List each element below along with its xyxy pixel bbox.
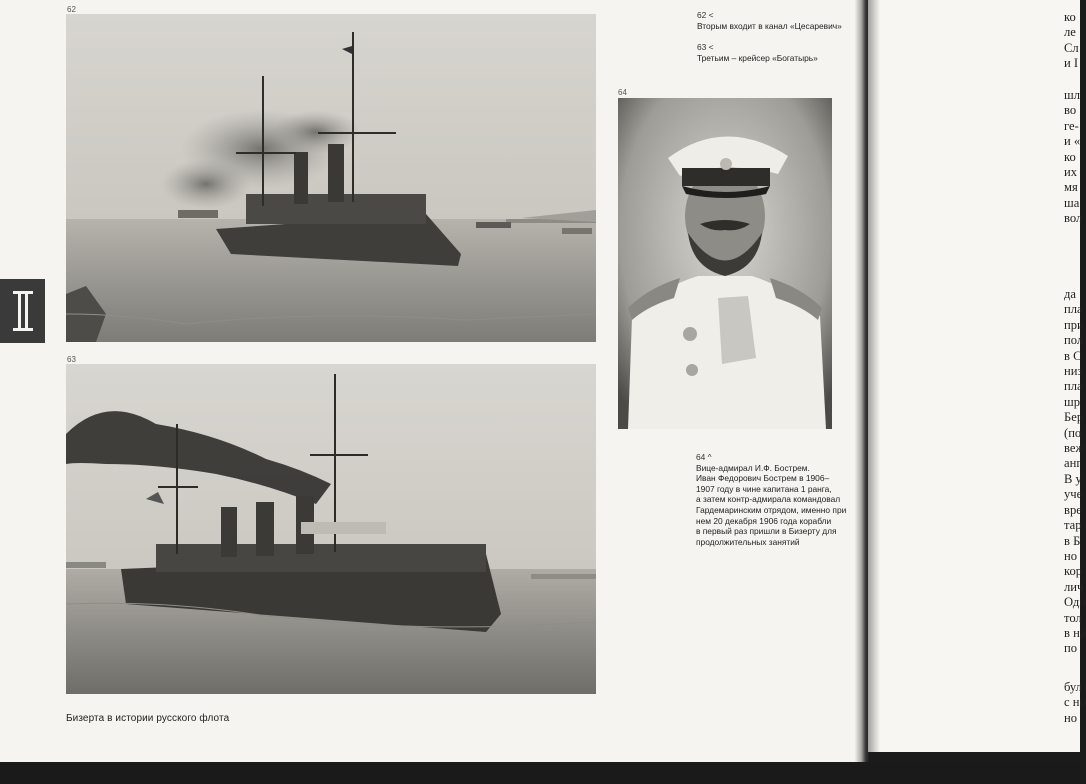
text-fragment: В у	[1064, 471, 1082, 486]
text-fragment: ле	[1064, 25, 1076, 40]
plate-number-62: 62	[67, 5, 76, 14]
caption-64-line: продолжительных занятий	[696, 536, 800, 547]
text-fragment: пол	[1064, 333, 1084, 348]
text-fragment: да	[1064, 287, 1076, 301]
photo-tsesarevich	[66, 14, 596, 342]
text-fragment: во	[1064, 103, 1077, 118]
right-text-group-4	[1064, 680, 1086, 726]
right-text-group-2	[1064, 88, 1082, 227]
caption-64-line: Гардемаринским отрядом, именно при	[696, 504, 847, 515]
caption-64-line: 1907 году в чине капитана 1 ранга,	[696, 483, 832, 494]
text-fragment: при	[1064, 317, 1084, 332]
text-fragment: тар	[1064, 518, 1082, 533]
text-fragment: бул	[1064, 680, 1082, 694]
text-fragment: ге-	[1064, 118, 1079, 133]
scan-bottom-edge	[0, 762, 1080, 784]
text-fragment: вол	[1064, 211, 1083, 226]
text-fragment: но	[1064, 710, 1078, 725]
caption-63-ref: 63 <	[697, 42, 714, 52]
text-fragment: в на	[1064, 625, 1086, 640]
photo-portrait-bostrem	[618, 98, 832, 429]
text-fragment: пла	[1064, 379, 1083, 394]
text-fragment: уче	[1064, 487, 1083, 502]
text-fragment: шл	[1064, 88, 1080, 102]
text-fragment: и I	[1064, 56, 1079, 71]
text-fragment: и «	[1064, 134, 1081, 149]
text-fragment: по	[1064, 641, 1078, 656]
caption-62	[697, 10, 842, 31]
text-fragment: их	[1064, 165, 1078, 180]
running-footer: Бизерта в истории русского флота	[66, 713, 230, 724]
text-fragment: веж	[1064, 441, 1085, 456]
text-fragment: пла	[1064, 302, 1083, 317]
right-page	[868, 0, 1083, 752]
caption-63	[697, 42, 818, 63]
text-fragment: анг	[1064, 456, 1082, 471]
right-text-group-3	[1064, 287, 1086, 657]
text-fragment: (по	[1064, 425, 1082, 440]
caption-62-text: Вторым входит в канал «Цесаревич»	[697, 20, 842, 31]
text-fragment: кор	[1064, 564, 1083, 579]
caption-62-ref: 62 <	[697, 10, 714, 20]
text-fragment: ко	[1064, 10, 1076, 24]
text-fragment: в Б	[1064, 533, 1081, 548]
text-fragment: с но	[1064, 695, 1086, 710]
text-fragment: ша	[1064, 195, 1080, 210]
right-page-shadow	[868, 0, 880, 752]
text-fragment: вре	[1064, 502, 1082, 517]
text-fragment: в С	[1064, 348, 1082, 363]
text-fragment: Одн	[1064, 595, 1086, 610]
text-fragment: тол	[1064, 610, 1082, 625]
plate-number-64: 64	[618, 88, 627, 97]
text-fragment: Сл	[1064, 40, 1079, 55]
text-fragment: шр	[1064, 394, 1080, 409]
text-fragment: низ	[1064, 364, 1083, 379]
text-fragment: мя	[1064, 180, 1078, 195]
caption-64-line: Иван Федорович Бострем в 1906–	[696, 473, 830, 484]
caption-63-text: Третьим – крейсер «Богатырь»	[697, 52, 818, 63]
caption-64-ref: 64 ^	[696, 452, 712, 462]
book-gutter	[855, 0, 869, 762]
caption-64	[696, 452, 846, 547]
caption-64-line: Вице-адмирал И.Ф. Бострем.	[696, 462, 810, 473]
caption-64-line: а затем контр-адмирала командовал	[696, 494, 841, 505]
photo-bogatyr	[66, 364, 596, 694]
chapter-marker-II	[0, 279, 45, 343]
text-fragment: Бер	[1064, 410, 1084, 425]
text-fragment: лич	[1064, 579, 1084, 594]
text-fragment: ко	[1064, 149, 1076, 164]
text-fragment: но	[1064, 548, 1078, 563]
right-text-group-1	[1064, 10, 1079, 72]
caption-64-line: в первый раз пришли в Бизерту для	[696, 526, 837, 537]
caption-64-line: нем 20 декабря 1906 года корабли	[696, 515, 832, 526]
plate-number-63: 63	[67, 355, 76, 364]
